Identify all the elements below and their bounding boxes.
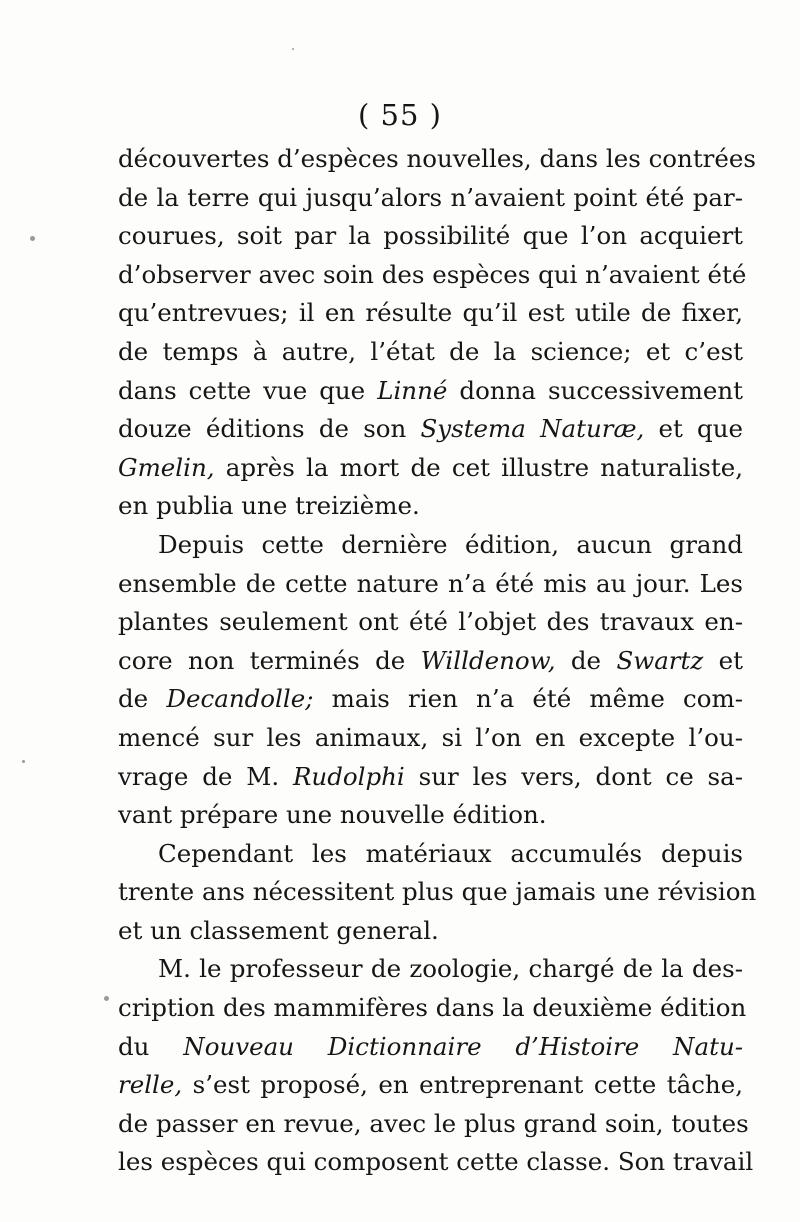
text-line: cription des mammifères dans la deuxième édition <box>118 993 747 1023</box>
italic-name: Linné <box>377 375 448 405</box>
paper-speck <box>292 48 294 50</box>
text-line: plantes seulement ont été l’objet des travaux en- <box>118 607 743 637</box>
text-line: mencé sur les animaux, si l’on en excepte l’ou- <box>118 722 743 752</box>
text-line: vrage de M. Rudolphi sur les vers, dont ce sa- <box>118 761 743 791</box>
italic-title: Systema Naturæ, <box>420 414 645 444</box>
italic-name: Willdenow, <box>420 645 556 675</box>
italic-name: Decandolle; <box>166 684 314 714</box>
page-number: ( 55 ) <box>358 98 442 132</box>
text-line: de temps à autre, l’état de la science; et c’est <box>118 336 743 366</box>
italic-name: Gmelin, <box>118 452 215 482</box>
italic-name: Rudolphi <box>292 761 405 791</box>
text-line: M. le professeur de zoologie, chargé de la des- <box>158 954 743 984</box>
text-line: découvertes d’espèces nouvelles, dans les contrées <box>118 144 756 173</box>
text-line: Gmelin, après la mort de cet illustre naturaliste, <box>118 452 743 482</box>
text-line: trente ans nécessitent plus que jamais une révision <box>118 877 757 907</box>
paper-speck <box>104 996 109 1001</box>
paper-speck <box>30 236 35 241</box>
italic-title: relle, <box>118 1070 183 1100</box>
text-line: de la terre qui jusqu’alors n’avaient point été par- <box>118 182 743 212</box>
text-line: du Nouveau Dictionnaire d’Histoire Natu- <box>118 1031 743 1061</box>
text-line: relle, s’est proposé, en entreprenant cette tâche, <box>118 1070 743 1100</box>
text-line: douze éditions de son Systema Naturæ, et que <box>118 414 743 444</box>
italic-name: Swartz <box>616 645 704 675</box>
text-line: dans cette vue que Linné donna successivement <box>118 375 743 405</box>
text-line: core non terminés de Willdenow, de Swartz et <box>118 645 743 675</box>
text-line: courues, soit par la possibilité que l’on acquiert <box>118 221 743 251</box>
text-line: d’observer avec soin des espèces qui n’avaient été <box>118 259 747 289</box>
body-text <box>118 140 757 1182</box>
text-line: qu’entrevues; il en résulte qu’il est utile de fixer, <box>118 298 743 328</box>
text-line: Cependant les matériaux accumulés depuis <box>158 838 743 868</box>
text-line: Depuis cette dernière édition, aucun grand <box>158 529 743 559</box>
text-line: et un classement general. <box>118 915 439 945</box>
text-line: vant prépare une nouvelle édition. <box>118 800 547 830</box>
text-line: de passer en revue, avec le plus grand soin, toutes <box>118 1108 749 1138</box>
italic-title: Nouveau Dictionnaire d’Histoire Natu- <box>183 1031 743 1061</box>
text-line: ensemble de cette nature n’a été mis au jour. Les <box>118 568 743 598</box>
paper-speck <box>22 760 25 763</box>
text-line: en publia une treizième. <box>118 491 420 521</box>
text-line: les espèces qui composent cette classe. Son travail <box>118 1147 754 1177</box>
text-line: de Decandolle; mais rien n’a été même com- <box>118 684 743 714</box>
